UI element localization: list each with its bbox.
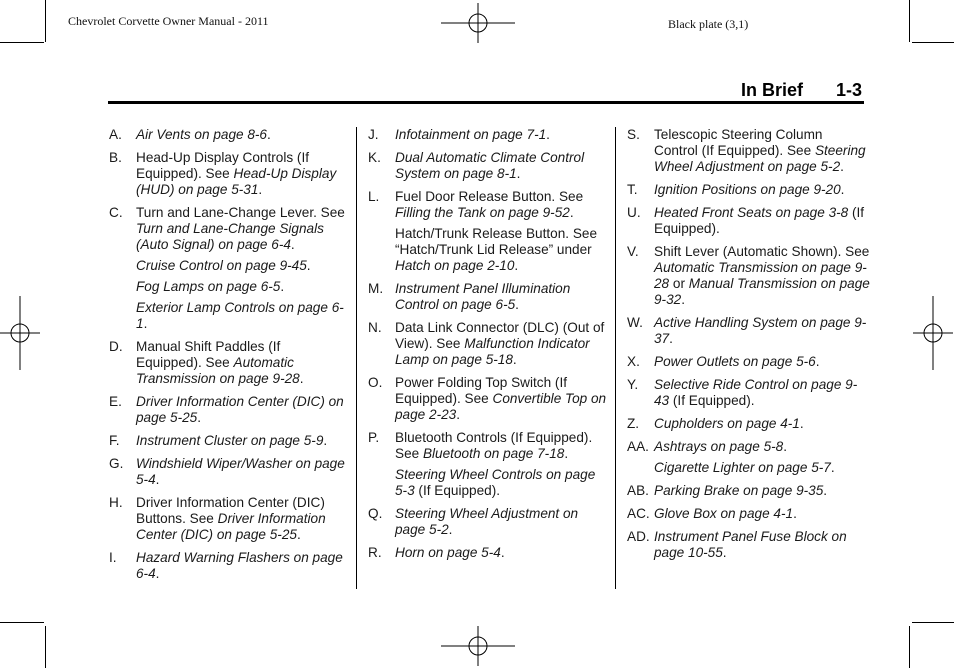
item-label: D. [109,339,123,354]
list-subitem [368,226,608,274]
crop-mark [912,42,954,43]
crop-mark [45,626,46,668]
list-item [627,483,870,499]
page-reference: Automatic Transmission on page 9-28 [136,355,300,386]
item-text: . [155,472,160,487]
item-text: . [197,410,202,425]
page-reference: Driver Information Center (DIC) on page 5-25 [136,394,344,425]
item-label: N. [368,320,382,335]
list-item [109,394,349,426]
page-reference: Instrument Cluster on page 5-9 [136,433,324,448]
page-reference: Ashtrays on page 5-8 [654,439,784,454]
page-reference: Head-Up Display (HUD) on page 5-31 [136,166,337,197]
registration-mark-top [441,3,515,43]
page-reference: Heated Front Seats on page 3-8 [654,205,849,220]
page-reference: Infotainment on page 7-1 [395,127,547,142]
page-reference: Windshield Wiper/Washer on page 5-4 [136,456,345,487]
list-item [109,433,349,449]
item-label: Z. [627,416,640,431]
item-label: G. [109,456,124,471]
page-reference: Steering Wheel Adjustment on page 5-2 [395,506,579,537]
page-reference: Convertible Top on page 2-23 [395,391,607,422]
list-item [627,182,870,198]
item-text: (If Equipped). [654,205,865,236]
list-item [368,127,608,143]
item-text: . [514,258,519,273]
column-divider [615,127,616,589]
page-reference: Horn on page 5-4 [395,545,501,560]
item-text: . [456,407,461,422]
page-reference: Hazard Warning Flashers on page 6-4 [136,550,343,581]
column-divider [356,127,357,589]
page-reference: Instrument Panel Illumination Control on page 6-5 [395,281,571,312]
item-label: J. [368,127,379,142]
list-item [368,320,608,368]
column-left [109,127,349,589]
list-item [368,430,608,462]
item-label: F. [109,433,120,448]
item-text: Head-Up Display Controls (If Equipped). See [136,150,310,181]
item-label: X. [627,354,640,369]
list-subitem [109,258,349,274]
item-label: E. [109,394,122,409]
list-item [109,456,349,488]
list-item [627,354,870,370]
item-text: . [823,483,828,498]
list-item [109,127,349,143]
page-number: 1-3 [836,80,863,100]
page-reference: Cigarette Lighter on page 5-7 [654,460,831,475]
list-subitem [109,300,349,332]
item-text: . [815,354,820,369]
list-item [368,150,608,182]
item-label: H. [109,495,123,510]
page-reference: Driver Information Center (DIC) on page 5-25 [136,511,326,542]
item-text: . [799,416,804,431]
page-reference: Fog Lamps on page 6-5 [136,279,281,294]
crop-mark [912,622,954,623]
crop-mark [0,42,44,43]
item-text: Power Folding Top Switch (If Equipped). See [395,375,568,406]
page-reference: Cruise Control on page 9-45 [136,258,307,273]
page-reference: Power Outlets on page 5-6 [654,354,816,369]
item-text: Hatch/Trunk Release Button. See “Hatch/Trunk Lid Release” under [395,226,598,257]
list-item [627,377,870,409]
list-item [627,529,870,561]
item-label: L. [368,189,380,204]
item-text: . [783,439,788,454]
page-reference: Malfunction Indicator Lamp on page 5-18 [395,336,590,367]
item-label: I. [109,550,117,565]
list-item [109,205,349,253]
registration-mark-left [0,296,40,370]
item-text: Manual Shift Paddles (If Equipped). See [136,339,281,370]
item-text: . [515,297,519,312]
item-text: Turn and Lane-Change Lever. See [136,205,345,220]
item-text: Telescopic Steering Column Control (If Equipped). See [654,127,823,158]
item-label: K. [368,150,381,165]
item-text: . [546,127,550,142]
page-reference: Steering Wheel Controls on page 5-3 [395,467,596,498]
page-reference: Air Vents on page 8-6 [136,127,267,142]
item-label: AC. [627,506,650,521]
list-subitem [109,279,349,295]
registration-mark-bottom [441,626,515,666]
item-text: . [155,566,160,581]
item-text: . [323,433,328,448]
item-text: . [280,279,285,294]
item-label: V. [627,244,639,259]
item-label: B. [109,150,122,165]
list-item [368,545,608,561]
item-text: (If Equipped). [669,393,755,408]
item-text: . [669,331,673,346]
page-reference: Bluetooth on page 7-18 [422,446,565,461]
list-item [627,205,870,237]
page-reference: Hatch on page 2-10 [395,258,515,273]
item-text: (If Equipped). [414,483,501,498]
item-text: . [500,545,505,560]
item-label: P. [368,430,380,445]
manual-title: Chevrolet Corvette Owner Manual - 2011 [68,14,269,28]
page-reference: Parking Brake on page 9-35 [654,483,824,498]
list-item [368,281,608,313]
list-item [109,339,349,387]
item-text: . [840,182,845,197]
item-text: . [296,527,301,542]
page-reference: Glove Box on page 4-1 [654,506,794,521]
registration-mark-right [913,296,953,370]
item-label: Q. [368,506,383,521]
crop-mark [45,0,46,42]
crop-mark [0,622,44,623]
page-reference: Ignition Positions on page 9-20 [654,182,841,197]
page-reference: Automatic Transmission on page 9-28 [654,260,867,291]
plate-label: Black plate (3,1) [668,17,749,31]
item-text: or [669,276,689,291]
item-label: S. [627,127,640,142]
item-label: U. [627,205,641,220]
list-item [627,506,870,522]
item-text: . [793,506,797,521]
item-text: Shift Lever (Automatic Shown). See [654,244,870,259]
item-label: W. [627,315,643,330]
page-reference: Turn and Lane-Change Signals (Auto Signal) on page 6-4 [136,221,324,252]
column-middle [368,127,608,568]
page-reference: Active Handling System on page 9-37 [654,315,867,346]
page-reference: Manual Transmission on page 9-32 [654,276,870,307]
item-label: T. [627,182,638,197]
page-reference: Cupholders on page 4-1 [654,416,800,431]
item-label: C. [109,205,123,220]
item-text: Driver Information Center (DIC) Buttons. See [136,495,325,526]
page-reference: Selective Ride Control on page 9-43 [654,377,858,408]
item-label: Y. [627,377,639,392]
item-text: . [564,446,569,461]
item-label: M. [368,281,384,296]
list-subitem [627,460,870,476]
item-label: O. [368,375,383,390]
list-item [627,315,870,347]
item-text: . [258,182,263,197]
item-text: . [143,316,148,331]
item-text: . [830,460,835,475]
list-item [109,150,349,198]
page-reference: Dual Automatic Climate Control System on page 8-1 [395,150,585,181]
page-reference: Filling the Tank on page 9-52 [395,205,570,220]
item-text: . [569,205,574,220]
column-right [627,127,870,568]
item-label: R. [368,545,382,560]
list-item [368,375,608,423]
list-item [109,550,349,582]
list-item [627,416,870,432]
section-title: In Brief [741,80,804,100]
item-text: . [267,127,271,142]
item-text: . [516,166,521,181]
item-text: . [681,292,685,307]
item-label: AB. [627,483,649,498]
item-text: . [512,352,517,367]
item-text: Data Link Connector (DLC) (Out of View). See [395,320,605,351]
page-reference: Steering Wheel Adjustment on page 5-2 [654,143,866,174]
item-label: AD. [627,529,650,544]
list-item [109,495,349,543]
item-text: . [306,258,311,273]
item-text: . [722,545,727,560]
list-item [627,244,870,308]
crop-mark [909,626,910,668]
page-reference: Exterior Lamp Controls on page 6-1 [136,300,344,331]
heading-rule [108,101,864,104]
item-text: . [448,522,453,537]
item-label: A. [109,127,122,142]
item-label: AA. [627,439,649,454]
list-item [368,189,608,221]
list-subitem [368,467,608,499]
item-text: Bluetooth Controls (If Equipped). See [395,430,593,461]
page-reference: Instrument Panel Fuse Block on page 10-55 [654,529,847,560]
item-text: Fuel Door Release Button. See [395,189,584,204]
list-item [627,439,870,455]
item-text: . [840,159,844,174]
crop-mark [909,0,910,42]
item-text: . [299,371,304,386]
list-item [368,506,608,538]
item-text: . [290,237,295,252]
list-item [627,127,870,175]
